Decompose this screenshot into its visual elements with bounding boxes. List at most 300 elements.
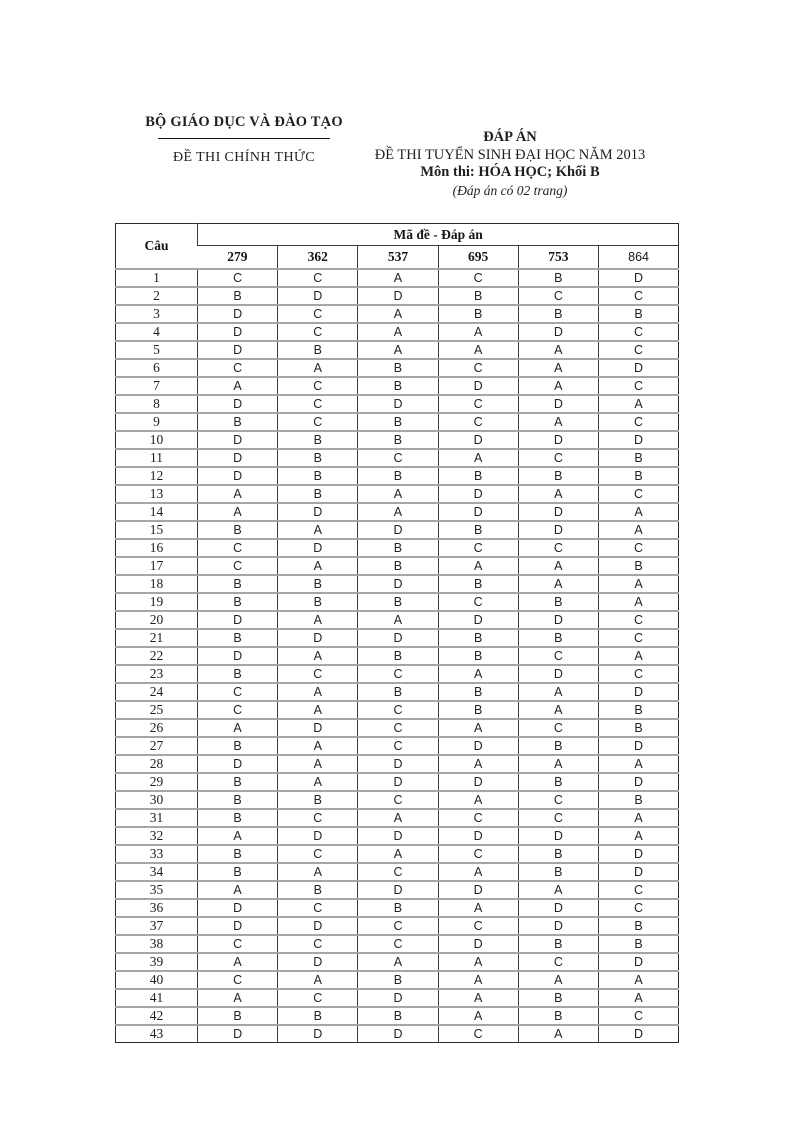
answer-cell: A bbox=[518, 575, 598, 593]
answer-cell: D bbox=[198, 917, 278, 935]
answer-cell: A bbox=[518, 881, 598, 899]
answer-cell: A bbox=[598, 503, 678, 521]
table-row bbox=[116, 611, 679, 629]
question-number: 11 bbox=[116, 449, 198, 467]
table-row bbox=[116, 395, 679, 413]
exam-code-header: 753 bbox=[518, 246, 598, 269]
answer-cell: C bbox=[598, 341, 678, 359]
answer-cell: C bbox=[598, 899, 678, 917]
question-number: 32 bbox=[116, 827, 198, 845]
question-number: 1 bbox=[116, 269, 198, 287]
answer-cell: A bbox=[518, 377, 598, 395]
table-row bbox=[116, 989, 679, 1007]
answer-cell: B bbox=[278, 575, 358, 593]
answer-cell: B bbox=[198, 845, 278, 863]
answer-cell: B bbox=[518, 305, 598, 323]
answer-cell: D bbox=[438, 827, 518, 845]
table-row bbox=[116, 827, 679, 845]
subject-line: Môn thi: HÓA HỌC; Khối B bbox=[420, 164, 600, 180]
answer-cell: A bbox=[518, 341, 598, 359]
question-number: 28 bbox=[116, 755, 198, 773]
answer-cell: C bbox=[198, 557, 278, 575]
answer-cell: A bbox=[598, 593, 678, 611]
answer-cell: D bbox=[598, 953, 678, 971]
question-number: 21 bbox=[116, 629, 198, 647]
question-number: 26 bbox=[116, 719, 198, 737]
answer-cell: B bbox=[198, 863, 278, 881]
answer-cell: A bbox=[358, 323, 438, 341]
answer-cell: D bbox=[518, 431, 598, 449]
answer-cell: B bbox=[358, 971, 438, 989]
answer-cell: B bbox=[198, 521, 278, 539]
answer-cell: B bbox=[358, 899, 438, 917]
answer-cell: B bbox=[278, 431, 358, 449]
answer-cell: B bbox=[438, 521, 518, 539]
answer-cell: D bbox=[198, 305, 278, 323]
answer-cell: C bbox=[598, 485, 678, 503]
answer-cell: A bbox=[598, 521, 678, 539]
answer-cell: A bbox=[358, 611, 438, 629]
answer-cell: A bbox=[598, 989, 678, 1007]
answer-cell: A bbox=[198, 503, 278, 521]
answer-cell: A bbox=[438, 719, 518, 737]
exam-subtitle: ĐỀ THI TUYỂN SINH ĐẠI HỌC NĂM 2013 bbox=[374, 146, 646, 163]
answer-cell: C bbox=[278, 989, 358, 1007]
answer-cell: A bbox=[438, 341, 518, 359]
answer-cell: D bbox=[518, 827, 598, 845]
table-row bbox=[116, 449, 679, 467]
answer-cell: C bbox=[358, 449, 438, 467]
answer-cell: A bbox=[278, 773, 358, 791]
answer-cell: B bbox=[198, 413, 278, 431]
table-row bbox=[116, 1007, 679, 1025]
answer-cell: D bbox=[198, 755, 278, 773]
answer-cell: A bbox=[598, 809, 678, 827]
question-number: 14 bbox=[116, 503, 198, 521]
answer-cell: C bbox=[198, 971, 278, 989]
answer-cell: B bbox=[358, 431, 438, 449]
question-number: 9 bbox=[116, 413, 198, 431]
answer-cell: A bbox=[198, 881, 278, 899]
answer-cell: B bbox=[438, 287, 518, 305]
answer-cell: A bbox=[598, 647, 678, 665]
table-row bbox=[116, 485, 679, 503]
question-number: 37 bbox=[116, 917, 198, 935]
answer-cell: B bbox=[438, 647, 518, 665]
table-row bbox=[116, 575, 679, 593]
answer-cell: D bbox=[278, 287, 358, 305]
answer-cell: B bbox=[518, 629, 598, 647]
answer-cell: A bbox=[518, 971, 598, 989]
answer-cell: B bbox=[598, 935, 678, 953]
exam-code-header: 362 bbox=[278, 246, 358, 269]
answer-cell: D bbox=[438, 611, 518, 629]
table-row bbox=[116, 467, 679, 485]
exam-code-header: 864 bbox=[598, 246, 678, 269]
table-row bbox=[116, 521, 679, 539]
question-number: 24 bbox=[116, 683, 198, 701]
answer-cell: C bbox=[278, 305, 358, 323]
question-number: 19 bbox=[116, 593, 198, 611]
answer-cell: B bbox=[358, 557, 438, 575]
answer-table-container bbox=[115, 223, 679, 1043]
answer-cell: C bbox=[358, 719, 438, 737]
question-number: 6 bbox=[116, 359, 198, 377]
answer-cell: D bbox=[518, 395, 598, 413]
answer-cell: C bbox=[278, 323, 358, 341]
question-number: 35 bbox=[116, 881, 198, 899]
answer-cell: C bbox=[278, 809, 358, 827]
answer-cell: B bbox=[198, 593, 278, 611]
question-number: 5 bbox=[116, 341, 198, 359]
answer-cell: D bbox=[278, 1025, 358, 1043]
answer-cell: D bbox=[598, 431, 678, 449]
answer-cell: C bbox=[598, 611, 678, 629]
answer-cell: A bbox=[358, 953, 438, 971]
exam-code-group-header: Mã đề - Đáp án bbox=[198, 224, 679, 246]
answer-cell: D bbox=[358, 755, 438, 773]
table-row bbox=[116, 287, 679, 305]
answer-cell: A bbox=[358, 485, 438, 503]
answer-cell: C bbox=[598, 413, 678, 431]
answer-cell: C bbox=[598, 665, 678, 683]
answer-cell: B bbox=[598, 305, 678, 323]
answer-cell: B bbox=[518, 863, 598, 881]
question-number: 39 bbox=[116, 953, 198, 971]
answer-cell: A bbox=[518, 1025, 598, 1043]
answer-cell: A bbox=[438, 863, 518, 881]
answer-cell: B bbox=[518, 989, 598, 1007]
answer-cell: D bbox=[438, 773, 518, 791]
answer-cell: C bbox=[358, 665, 438, 683]
answer-cell: A bbox=[438, 323, 518, 341]
answer-cell: B bbox=[598, 449, 678, 467]
answer-cell: B bbox=[278, 593, 358, 611]
answer-cell: D bbox=[198, 323, 278, 341]
table-row bbox=[116, 899, 679, 917]
table-row bbox=[116, 791, 679, 809]
answer-cell: A bbox=[598, 755, 678, 773]
answer-cell: C bbox=[438, 395, 518, 413]
answer-cell: D bbox=[598, 359, 678, 377]
header-row-group bbox=[116, 224, 679, 246]
answer-cell: B bbox=[358, 683, 438, 701]
answer-cell: C bbox=[438, 359, 518, 377]
table-row bbox=[116, 413, 679, 431]
table-row bbox=[116, 935, 679, 953]
answer-cell: C bbox=[438, 269, 518, 287]
answer-cell: A bbox=[278, 737, 358, 755]
answer-cell: A bbox=[278, 359, 358, 377]
answer-cell: B bbox=[198, 629, 278, 647]
answer-cell: B bbox=[198, 665, 278, 683]
answer-cell: C bbox=[518, 791, 598, 809]
answer-cell: B bbox=[278, 1007, 358, 1025]
answer-cell: A bbox=[358, 305, 438, 323]
title-block bbox=[340, 129, 680, 199]
answer-cell: C bbox=[598, 629, 678, 647]
answer-cell: C bbox=[518, 647, 598, 665]
answer-cell: B bbox=[518, 737, 598, 755]
answer-cell: D bbox=[278, 827, 358, 845]
table-row bbox=[116, 755, 679, 773]
answer-cell: B bbox=[278, 485, 358, 503]
answer-cell: C bbox=[278, 845, 358, 863]
answer-cell: A bbox=[518, 755, 598, 773]
answer-cell: C bbox=[438, 809, 518, 827]
page-count-note: (Đáp án có 02 trang) bbox=[452, 182, 568, 198]
table-row bbox=[116, 557, 679, 575]
answer-cell: D bbox=[198, 899, 278, 917]
question-number: 13 bbox=[116, 485, 198, 503]
exam-code-header: 279 bbox=[198, 246, 278, 269]
question-number: 30 bbox=[116, 791, 198, 809]
table-row bbox=[116, 431, 679, 449]
question-number: 16 bbox=[116, 539, 198, 557]
question-number: 20 bbox=[116, 611, 198, 629]
table-row bbox=[116, 629, 679, 647]
answer-cell: B bbox=[438, 467, 518, 485]
answer-cell: B bbox=[518, 773, 598, 791]
answer-cell: C bbox=[598, 881, 678, 899]
answer-cell: C bbox=[278, 377, 358, 395]
answer-cell: D bbox=[438, 503, 518, 521]
question-number: 25 bbox=[116, 701, 198, 719]
answer-cell: B bbox=[598, 557, 678, 575]
answer-cell: B bbox=[278, 449, 358, 467]
answer-cell: B bbox=[518, 845, 598, 863]
answer-cell: A bbox=[438, 953, 518, 971]
question-number: 42 bbox=[116, 1007, 198, 1025]
ministry-name: BỘ GIÁO DỤC VÀ ĐÀO TẠO bbox=[145, 114, 343, 130]
table-row bbox=[116, 773, 679, 791]
answer-cell: C bbox=[198, 359, 278, 377]
answer-cell: B bbox=[598, 467, 678, 485]
answer-cell: C bbox=[198, 935, 278, 953]
answer-cell: A bbox=[438, 449, 518, 467]
answer-cell: A bbox=[598, 575, 678, 593]
answer-cell: D bbox=[598, 845, 678, 863]
question-number: 4 bbox=[116, 323, 198, 341]
answer-cell: A bbox=[598, 395, 678, 413]
answer-cell: B bbox=[198, 575, 278, 593]
question-number: 27 bbox=[116, 737, 198, 755]
answer-cell: D bbox=[278, 953, 358, 971]
answer-cell: A bbox=[518, 557, 598, 575]
table-row bbox=[116, 305, 679, 323]
question-number: 22 bbox=[116, 647, 198, 665]
answer-cell: C bbox=[598, 377, 678, 395]
exam-code-header: 695 bbox=[438, 246, 518, 269]
question-number: 10 bbox=[116, 431, 198, 449]
answer-cell: D bbox=[598, 269, 678, 287]
answer-cell: D bbox=[198, 341, 278, 359]
answer-cell: D bbox=[518, 899, 598, 917]
answer-cell: A bbox=[518, 683, 598, 701]
answer-cell: A bbox=[358, 503, 438, 521]
answer-cell: D bbox=[518, 917, 598, 935]
answer-cell: B bbox=[518, 593, 598, 611]
answer-cell: A bbox=[198, 485, 278, 503]
official-exam-label: ĐỀ THI CHÍNH THỨC bbox=[173, 150, 315, 165]
answer-cell: B bbox=[198, 737, 278, 755]
answer-cell: C bbox=[598, 539, 678, 557]
answer-cell: C bbox=[278, 395, 358, 413]
answer-cell: D bbox=[198, 1025, 278, 1043]
answer-cell: A bbox=[278, 683, 358, 701]
answer-cell: D bbox=[598, 737, 678, 755]
answer-cell: A bbox=[518, 359, 598, 377]
answer-cell: C bbox=[518, 287, 598, 305]
question-number: 18 bbox=[116, 575, 198, 593]
exam-code-header: 537 bbox=[358, 246, 438, 269]
answer-cell: B bbox=[518, 269, 598, 287]
answer-cell: B bbox=[358, 413, 438, 431]
answer-cell: D bbox=[518, 665, 598, 683]
answer-cell: B bbox=[438, 305, 518, 323]
table-row bbox=[116, 881, 679, 899]
answer-cell: C bbox=[598, 287, 678, 305]
answer-cell: C bbox=[598, 1007, 678, 1025]
table-row bbox=[116, 665, 679, 683]
table-row bbox=[116, 323, 679, 341]
answer-cell: B bbox=[438, 701, 518, 719]
answer-cell: B bbox=[598, 791, 678, 809]
answer-cell: B bbox=[198, 773, 278, 791]
answer-cell: D bbox=[198, 431, 278, 449]
answer-cell: D bbox=[198, 449, 278, 467]
answer-key-table bbox=[115, 223, 679, 1043]
answer-cell: A bbox=[358, 341, 438, 359]
answer-cell: C bbox=[198, 701, 278, 719]
answer-cell: B bbox=[358, 377, 438, 395]
question-number: 23 bbox=[116, 665, 198, 683]
question-number: 7 bbox=[116, 377, 198, 395]
question-number: 43 bbox=[116, 1025, 198, 1043]
table-row bbox=[116, 359, 679, 377]
answer-cell: D bbox=[438, 881, 518, 899]
answer-cell: D bbox=[598, 1025, 678, 1043]
answer-cell: C bbox=[278, 899, 358, 917]
answer-cell: B bbox=[358, 467, 438, 485]
table-row bbox=[116, 593, 679, 611]
answer-cell: D bbox=[358, 521, 438, 539]
answer-cell: B bbox=[438, 575, 518, 593]
answer-cell: B bbox=[198, 791, 278, 809]
answer-cell: B bbox=[598, 719, 678, 737]
answer-cell: C bbox=[358, 791, 438, 809]
answer-cell: B bbox=[278, 881, 358, 899]
answer-cell: D bbox=[278, 539, 358, 557]
answer-cell: A bbox=[278, 701, 358, 719]
answer-cell: C bbox=[358, 917, 438, 935]
answer-cell: D bbox=[358, 1025, 438, 1043]
table-row bbox=[116, 809, 679, 827]
question-number: 36 bbox=[116, 899, 198, 917]
answer-cell: B bbox=[358, 1007, 438, 1025]
table-row bbox=[116, 377, 679, 395]
answer-cell: A bbox=[198, 377, 278, 395]
answer-cell: D bbox=[358, 827, 438, 845]
answer-cell: A bbox=[438, 557, 518, 575]
answer-cell: A bbox=[198, 953, 278, 971]
question-number: 8 bbox=[116, 395, 198, 413]
answer-cell: D bbox=[518, 521, 598, 539]
answer-cell: A bbox=[518, 413, 598, 431]
answer-cell: B bbox=[438, 629, 518, 647]
answer-cell: C bbox=[438, 845, 518, 863]
answer-cell: B bbox=[278, 791, 358, 809]
answer-cell: B bbox=[358, 647, 438, 665]
answer-cell: D bbox=[278, 503, 358, 521]
answer-cell: B bbox=[198, 1007, 278, 1025]
answer-cell: A bbox=[438, 989, 518, 1007]
table-row bbox=[116, 341, 679, 359]
table-row bbox=[116, 971, 679, 989]
answer-cell: B bbox=[198, 809, 278, 827]
answer-cell: D bbox=[198, 611, 278, 629]
answer-cell: D bbox=[358, 773, 438, 791]
ministry-block bbox=[128, 114, 360, 166]
table-row bbox=[116, 719, 679, 737]
answer-cell: A bbox=[278, 863, 358, 881]
answer-cell: D bbox=[198, 467, 278, 485]
answer-cell: A bbox=[278, 647, 358, 665]
answer-cell: D bbox=[598, 773, 678, 791]
question-number: 12 bbox=[116, 467, 198, 485]
table-row bbox=[116, 917, 679, 935]
answer-cell: B bbox=[358, 539, 438, 557]
answer-cell: D bbox=[358, 395, 438, 413]
answer-cell: A bbox=[358, 809, 438, 827]
question-number: 31 bbox=[116, 809, 198, 827]
answer-cell: C bbox=[358, 737, 438, 755]
answer-cell: A bbox=[438, 971, 518, 989]
answer-cell: B bbox=[518, 935, 598, 953]
answer-cell: C bbox=[438, 917, 518, 935]
answer-cell: C bbox=[358, 701, 438, 719]
table-row bbox=[116, 1025, 679, 1043]
table-row bbox=[116, 953, 679, 971]
answer-cell: C bbox=[438, 413, 518, 431]
answer-cell: B bbox=[198, 287, 278, 305]
answer-cell: D bbox=[198, 647, 278, 665]
answer-cell: D bbox=[278, 629, 358, 647]
answer-cell: A bbox=[358, 845, 438, 863]
answer-cell: C bbox=[518, 809, 598, 827]
answer-cell: B bbox=[358, 359, 438, 377]
answer-cell: A bbox=[598, 971, 678, 989]
answer-cell: C bbox=[198, 269, 278, 287]
answer-cell: B bbox=[438, 683, 518, 701]
question-number: 3 bbox=[116, 305, 198, 323]
answer-cell: C bbox=[438, 593, 518, 611]
answer-table-body bbox=[116, 269, 679, 1043]
answer-cell: A bbox=[278, 971, 358, 989]
table-row bbox=[116, 647, 679, 665]
ministry-underline bbox=[158, 138, 330, 139]
answer-cell: D bbox=[598, 863, 678, 881]
answer-cell: D bbox=[518, 503, 598, 521]
answer-cell: B bbox=[598, 701, 678, 719]
table-row bbox=[116, 737, 679, 755]
question-number: 17 bbox=[116, 557, 198, 575]
table-row bbox=[116, 863, 679, 881]
answer-cell: D bbox=[438, 431, 518, 449]
answer-cell: B bbox=[278, 341, 358, 359]
answer-cell: D bbox=[198, 395, 278, 413]
question-number: 34 bbox=[116, 863, 198, 881]
